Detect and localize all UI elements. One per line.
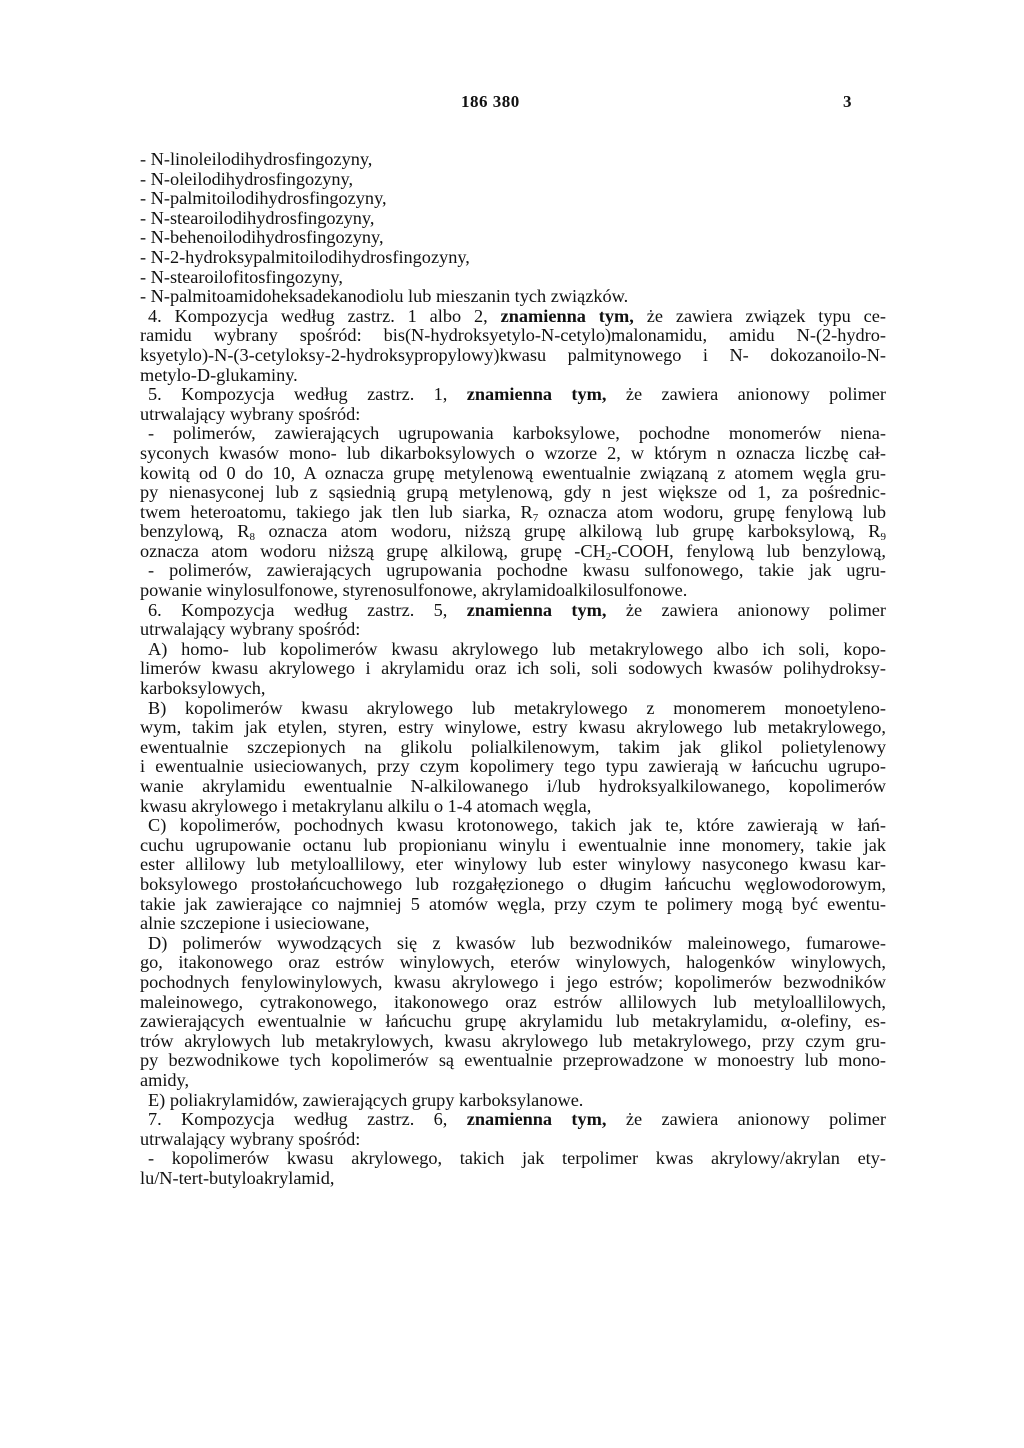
text-line bbox=[140, 718, 886, 738]
text-run: amidy, bbox=[140, 1069, 190, 1090]
text-run: utrwalający wybrany spośród: bbox=[140, 403, 361, 424]
text-run: py nienasyconej lub z sąsiednią grupą metylenową, gdy n jest większe od 1, za pośrednic- bbox=[140, 482, 886, 503]
emphasis: znamienna tym, bbox=[500, 305, 634, 326]
text-line bbox=[140, 1091, 886, 1111]
text-run: że zawiera anionowy polimer bbox=[606, 1109, 886, 1130]
text-line bbox=[140, 483, 886, 503]
text-run: - N-stearoilodihydrosfingozyny, bbox=[140, 207, 375, 228]
text-run: - N-palmitoilodihydrosfingozyny, bbox=[140, 188, 387, 209]
text-line bbox=[140, 1169, 886, 1189]
text-run: - polimerów, zawierających ugrupowania karboksylowe, pochodne monomerów niena- bbox=[148, 423, 886, 444]
text-run: maleinowego, cytrakonowego, itakonowego oraz estrów allilowych lub metyloallilowych, bbox=[140, 991, 886, 1012]
text-run: - polimerów, zawierających ugrupowania pochodne kwasu sulfonowego, takie jak ugru- bbox=[148, 560, 886, 581]
text-run: utrwalający wybrany spośród: bbox=[140, 1128, 361, 1149]
text-run: - N-oleilodihydrosfingozyny, bbox=[140, 168, 354, 189]
text-line bbox=[140, 601, 886, 621]
text-run: wym, takim jak etylen, styren, estry winylowe, estry kwasu akrylowego lub metakrylowego, bbox=[140, 717, 886, 738]
text-run: oznacza atom wodoru, grupę fenylową lub bbox=[538, 501, 886, 522]
text-line bbox=[140, 542, 886, 562]
text-line bbox=[140, 1149, 886, 1169]
text-run: C) kopolimerów, pochodnych kwasu krotonowego, takich jak te, które zawierają w łań- bbox=[148, 815, 886, 836]
text-run: ramidu wybrany spośród: bis(N-hydroksyetylo-N-cetylo)malonamidu, amidu N-(2-hydro- bbox=[140, 325, 886, 346]
text-line bbox=[140, 326, 886, 346]
text-run: alnie szczepione i usieciowane, bbox=[140, 913, 370, 934]
text-run: go, itakonowego oraz estrów winylowych, eterów winylowych, halogenków winylowych, bbox=[140, 952, 886, 973]
text-line bbox=[140, 522, 886, 542]
text-run: cuchu ugrupowanie octanu lub propionianu winylu i ewentualnie inne monomery, takie jak bbox=[140, 834, 886, 855]
text-line bbox=[140, 405, 886, 425]
text-run: -COOH, fenylową lub benzylową, bbox=[611, 540, 886, 561]
text-run: że zawiera anionowy polimer bbox=[606, 384, 886, 405]
text-run: boksylowego prostołańcuchowego lub rozgałęzionego o długim łańcuchu węglowodorowym, bbox=[140, 873, 886, 894]
text-line bbox=[140, 993, 886, 1013]
text-line bbox=[140, 385, 886, 405]
text-run: oznacza atom wodoru niższą grupę alkilową, grupę -CH bbox=[140, 540, 606, 561]
text-run: E) poliakrylamidów, zawierających grupy karboksylanowe. bbox=[148, 1089, 584, 1110]
text-run: że zawiera związek typu ce- bbox=[633, 305, 886, 326]
text-run: że zawiera anionowy polimer bbox=[606, 599, 886, 620]
text-run: - N-stearoilofitosfingozyny, bbox=[140, 266, 343, 287]
text-run: benzylową, R bbox=[140, 521, 250, 542]
text-run: kwasu akrylowego i metakrylanu alkilu o 1-4 atomach węgla, bbox=[140, 795, 592, 816]
emphasis: znamienna tym, bbox=[466, 599, 607, 620]
text-line bbox=[140, 1032, 886, 1052]
text-run: 7. Kompozycja według zastrz. 6, bbox=[148, 1109, 467, 1130]
text-run: ewentualnie szczepionych na glikolu polialkilenowym, takim jak glikol polietylenowy bbox=[140, 736, 886, 757]
text-line bbox=[140, 757, 886, 777]
text-line bbox=[140, 855, 886, 875]
text-run: oznacza atom wodoru, niższą grupę alkilową lub grupę karboksylową, R bbox=[254, 521, 881, 542]
text-line bbox=[140, 679, 886, 699]
page-index: 3 bbox=[843, 92, 852, 111]
text-line bbox=[140, 699, 886, 719]
text-line bbox=[140, 640, 886, 660]
text-run: 5. Kompozycja według zastrz. 1, bbox=[148, 384, 467, 405]
page-header bbox=[0, 92, 1024, 118]
text-run: ksyetylo)-N-(3-cetyloksy-2-hydroksypropylowy)kwasu palmitynowego i N- dokozanoilo-N- bbox=[140, 344, 886, 365]
text-line bbox=[140, 268, 886, 288]
text-line bbox=[140, 816, 886, 836]
text-run: lu/N-tert-butyloakrylamid, bbox=[140, 1167, 335, 1188]
text-run: wanie akrylamidu ewentualnie N-alkilowanego i/lub hydroksyalkilowanego, kopolimerów bbox=[140, 776, 886, 796]
text-run: metylo-D-glukaminy. bbox=[140, 364, 298, 385]
text-line bbox=[140, 797, 886, 817]
text-run: - N-palmitoamidoheksadekanodiolu lub mieszanin tych związków. bbox=[140, 286, 629, 307]
text-line bbox=[140, 287, 886, 307]
text-line bbox=[140, 620, 886, 640]
text-line bbox=[140, 1110, 886, 1130]
text-line bbox=[140, 973, 886, 993]
text-run: syconych kwasów mono- lub dikarboksylowych o wzorze 2, w którym n oznacza liczbę cał- bbox=[140, 442, 886, 463]
text-run: limerów kwasu akrylowego i akrylamidu oraz ich soli, soli sodowych kwasów polihydroksy- bbox=[140, 658, 886, 679]
text-run: takie jak zawierające co najmniej 5 atomów węgla, przy czym te polimery mogą być ewentu- bbox=[140, 893, 886, 914]
emphasis: znamienna tym, bbox=[466, 1109, 607, 1130]
text-line bbox=[140, 444, 886, 464]
text-line bbox=[140, 1071, 886, 1091]
text-line bbox=[140, 875, 886, 895]
text-run: powanie winylosulfonowe, styrenosulfonowe, akrylamidoalkilosulfonowe. bbox=[140, 580, 688, 601]
text-line bbox=[140, 307, 886, 327]
text-run: zawierających ewentualnie w łańcuchu grupę akrylamidu lub metakrylamidu, α-olefiny, es- bbox=[140, 1011, 886, 1032]
text-line bbox=[140, 503, 886, 523]
text-run: D) polimerów wywodzących się z kwasów lub bezwodników maleinowego, fumarowe- bbox=[148, 932, 886, 953]
text-line bbox=[140, 914, 886, 934]
text-line bbox=[140, 248, 886, 268]
text-run: karboksylowych, bbox=[140, 678, 266, 699]
text-run: - kopolimerów kwasu akrylowego, takich jak terpolimer kwas akrylowy/akrylan ety- bbox=[148, 1148, 886, 1169]
text-run: B) kopolimerów kwasu akrylowego lub metakrylowego z monomerem monoetyleno- bbox=[148, 697, 886, 718]
subscript: 2 bbox=[605, 550, 612, 563]
text-line bbox=[140, 424, 886, 444]
subscript: 8 bbox=[249, 531, 255, 544]
text-line bbox=[140, 464, 886, 484]
text-run: py bezwodnikowe tych kopolimerów są ewentualnie przeprowadzone w monoestry lub mono- bbox=[140, 1050, 886, 1071]
text-run: 6. Kompozycja według zastrz. 5, bbox=[148, 599, 467, 620]
text-run: trów akrylowych lub metakrylowych, kwasu akrylowego lub metakrylowego, przy czym gru- bbox=[140, 1030, 886, 1051]
text-line bbox=[140, 209, 886, 229]
claims-text bbox=[140, 150, 886, 1188]
subscript: 7 bbox=[532, 511, 539, 524]
text-line bbox=[140, 346, 886, 366]
text-line bbox=[140, 150, 886, 170]
text-line bbox=[140, 1012, 886, 1032]
subscript: 9 bbox=[880, 531, 886, 544]
text-line bbox=[140, 659, 886, 679]
text-run: - N-behenoilodihydrosfingozyny, bbox=[140, 227, 384, 248]
text-run: i ewentualnie usieciowanych, przy czym kopolimery tego typu zawierają w łańcuchu ugrupo- bbox=[140, 756, 886, 777]
text-run: ester allilowy lub metyloallilowy, eter winylowy lub ester winylowy nasyconego kwasu kar- bbox=[140, 854, 886, 875]
text-line bbox=[140, 170, 886, 190]
text-line bbox=[140, 934, 886, 954]
patent-number: 186 380 bbox=[461, 92, 520, 111]
text-run: - N-2-hydroksypalmitoilodihydrosfingozyny, bbox=[140, 246, 470, 267]
text-line bbox=[140, 561, 886, 581]
text-run: 4. Kompozycja według zastrz. 1 albo 2, bbox=[148, 305, 501, 326]
text-line bbox=[140, 228, 886, 248]
text-run: twem heteroatomu, takiego jak tlen lub siarka, R bbox=[140, 501, 533, 522]
text-run: - N-linoleilodihydrosfingozyny, bbox=[140, 149, 373, 169]
text-line bbox=[140, 366, 886, 386]
text-line bbox=[140, 189, 886, 209]
text-line bbox=[140, 895, 886, 915]
text-line bbox=[140, 836, 886, 856]
text-line bbox=[140, 1051, 886, 1071]
text-line bbox=[140, 1130, 886, 1150]
text-line bbox=[140, 953, 886, 973]
text-run: A) homo- lub kopolimerów kwasu akrylowego lub metakrylowego albo ich soli, kopo- bbox=[148, 638, 886, 659]
emphasis: znamienna tym, bbox=[466, 384, 607, 405]
text-line bbox=[140, 581, 886, 601]
text-run: utrwalający wybrany spośród: bbox=[140, 619, 361, 640]
text-run: kowitą od 0 do 10, A oznacza grupę metylenową ewentualnie związaną z atomem węgla gru- bbox=[140, 462, 886, 483]
text-line bbox=[140, 738, 886, 758]
text-run: pochodnych fenylowinylowych, kwasu akrylowego i jego estrów; kopolimerów bezwodników bbox=[140, 971, 886, 992]
text-line bbox=[140, 777, 886, 797]
